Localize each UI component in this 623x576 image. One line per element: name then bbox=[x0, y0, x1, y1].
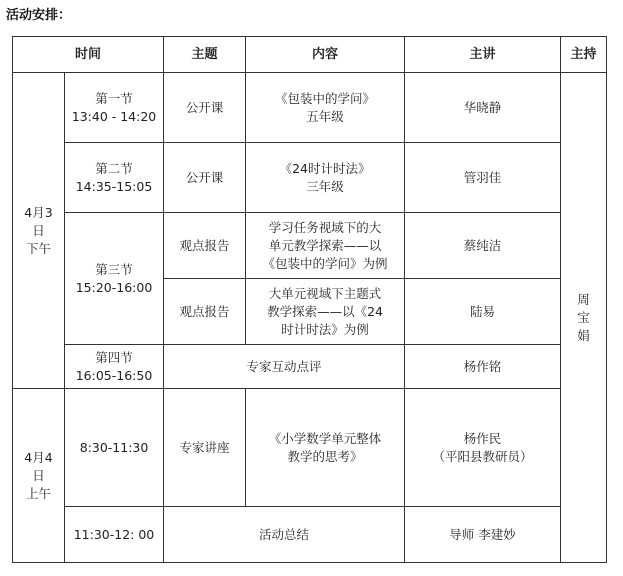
schedule-table bbox=[12, 36, 607, 563]
session2-content-cell: 《24时计时法》 三年级 bbox=[246, 143, 405, 213]
table-row bbox=[13, 507, 607, 563]
lecture-time-cell: 8:30-11:30 bbox=[65, 389, 164, 507]
day2-date-cell: 4月4 日 上午 bbox=[13, 389, 65, 563]
session3a-theme-cell: 观点报告 bbox=[164, 213, 246, 279]
session3b-theme-cell: 观点报告 bbox=[164, 279, 246, 345]
header-host: 主持 bbox=[561, 37, 607, 73]
session4-time-cell: 第四节 16:05-16:50 bbox=[65, 345, 164, 389]
session3b-content-cell: 大单元视域下主题式 教学探索——以《24 时计时法》为例 bbox=[246, 279, 405, 345]
header-content: 内容 bbox=[246, 37, 405, 73]
session3a-content-cell: 学习任务视域下的大 单元教学探索——以 《包装中的学问》为例 bbox=[246, 213, 405, 279]
session3a-speaker-cell: 蔡纯洁 bbox=[405, 213, 561, 279]
session2-speaker-cell: 管羽佳 bbox=[405, 143, 561, 213]
lecture-content-cell: 《小学数学单元整体 教学的思考》 bbox=[246, 389, 405, 507]
header-speaker: 主讲 bbox=[405, 37, 561, 73]
day1-date-cell: 4月3 日 下午 bbox=[13, 73, 65, 389]
summary-time-cell: 11:30-12: 00 bbox=[65, 507, 164, 563]
table-row bbox=[13, 143, 607, 213]
lecture-speaker-cell: 杨作民 （平阳县教研员） bbox=[405, 389, 561, 507]
session1-time-cell: 第一节 13:40 - 14:20 bbox=[65, 73, 164, 143]
table-row bbox=[13, 213, 607, 279]
session3b-speaker-cell: 陆易 bbox=[405, 279, 561, 345]
session1-theme-cell: 公开课 bbox=[164, 73, 246, 143]
summary-activity-cell: 活动总结 bbox=[164, 507, 405, 563]
table-row bbox=[13, 389, 607, 507]
session2-time-cell: 第二节 14:35-15:05 bbox=[65, 143, 164, 213]
lecture-theme-cell: 专家讲座 bbox=[164, 389, 246, 507]
session1-speaker-cell: 华晓静 bbox=[405, 73, 561, 143]
session1-content-cell: 《包装中的学问》 五年级 bbox=[246, 73, 405, 143]
header-theme: 主题 bbox=[164, 37, 246, 73]
session2-theme-cell: 公开课 bbox=[164, 143, 246, 213]
header-row bbox=[13, 37, 607, 73]
session4-speaker-cell: 杨作铭 bbox=[405, 345, 561, 389]
session4-activity-cell: 专家互动点评 bbox=[164, 345, 405, 389]
table-row bbox=[13, 73, 607, 143]
host-cell: 周 宝 娟 bbox=[561, 73, 607, 563]
session3-time-cell: 第三节 15:20-16:00 bbox=[65, 213, 164, 345]
header-time: 时间 bbox=[13, 37, 164, 73]
table-row bbox=[13, 345, 607, 389]
section-heading: 活动安排： bbox=[6, 8, 72, 23]
summary-speaker-cell: 导师 李建妙 bbox=[405, 507, 561, 563]
